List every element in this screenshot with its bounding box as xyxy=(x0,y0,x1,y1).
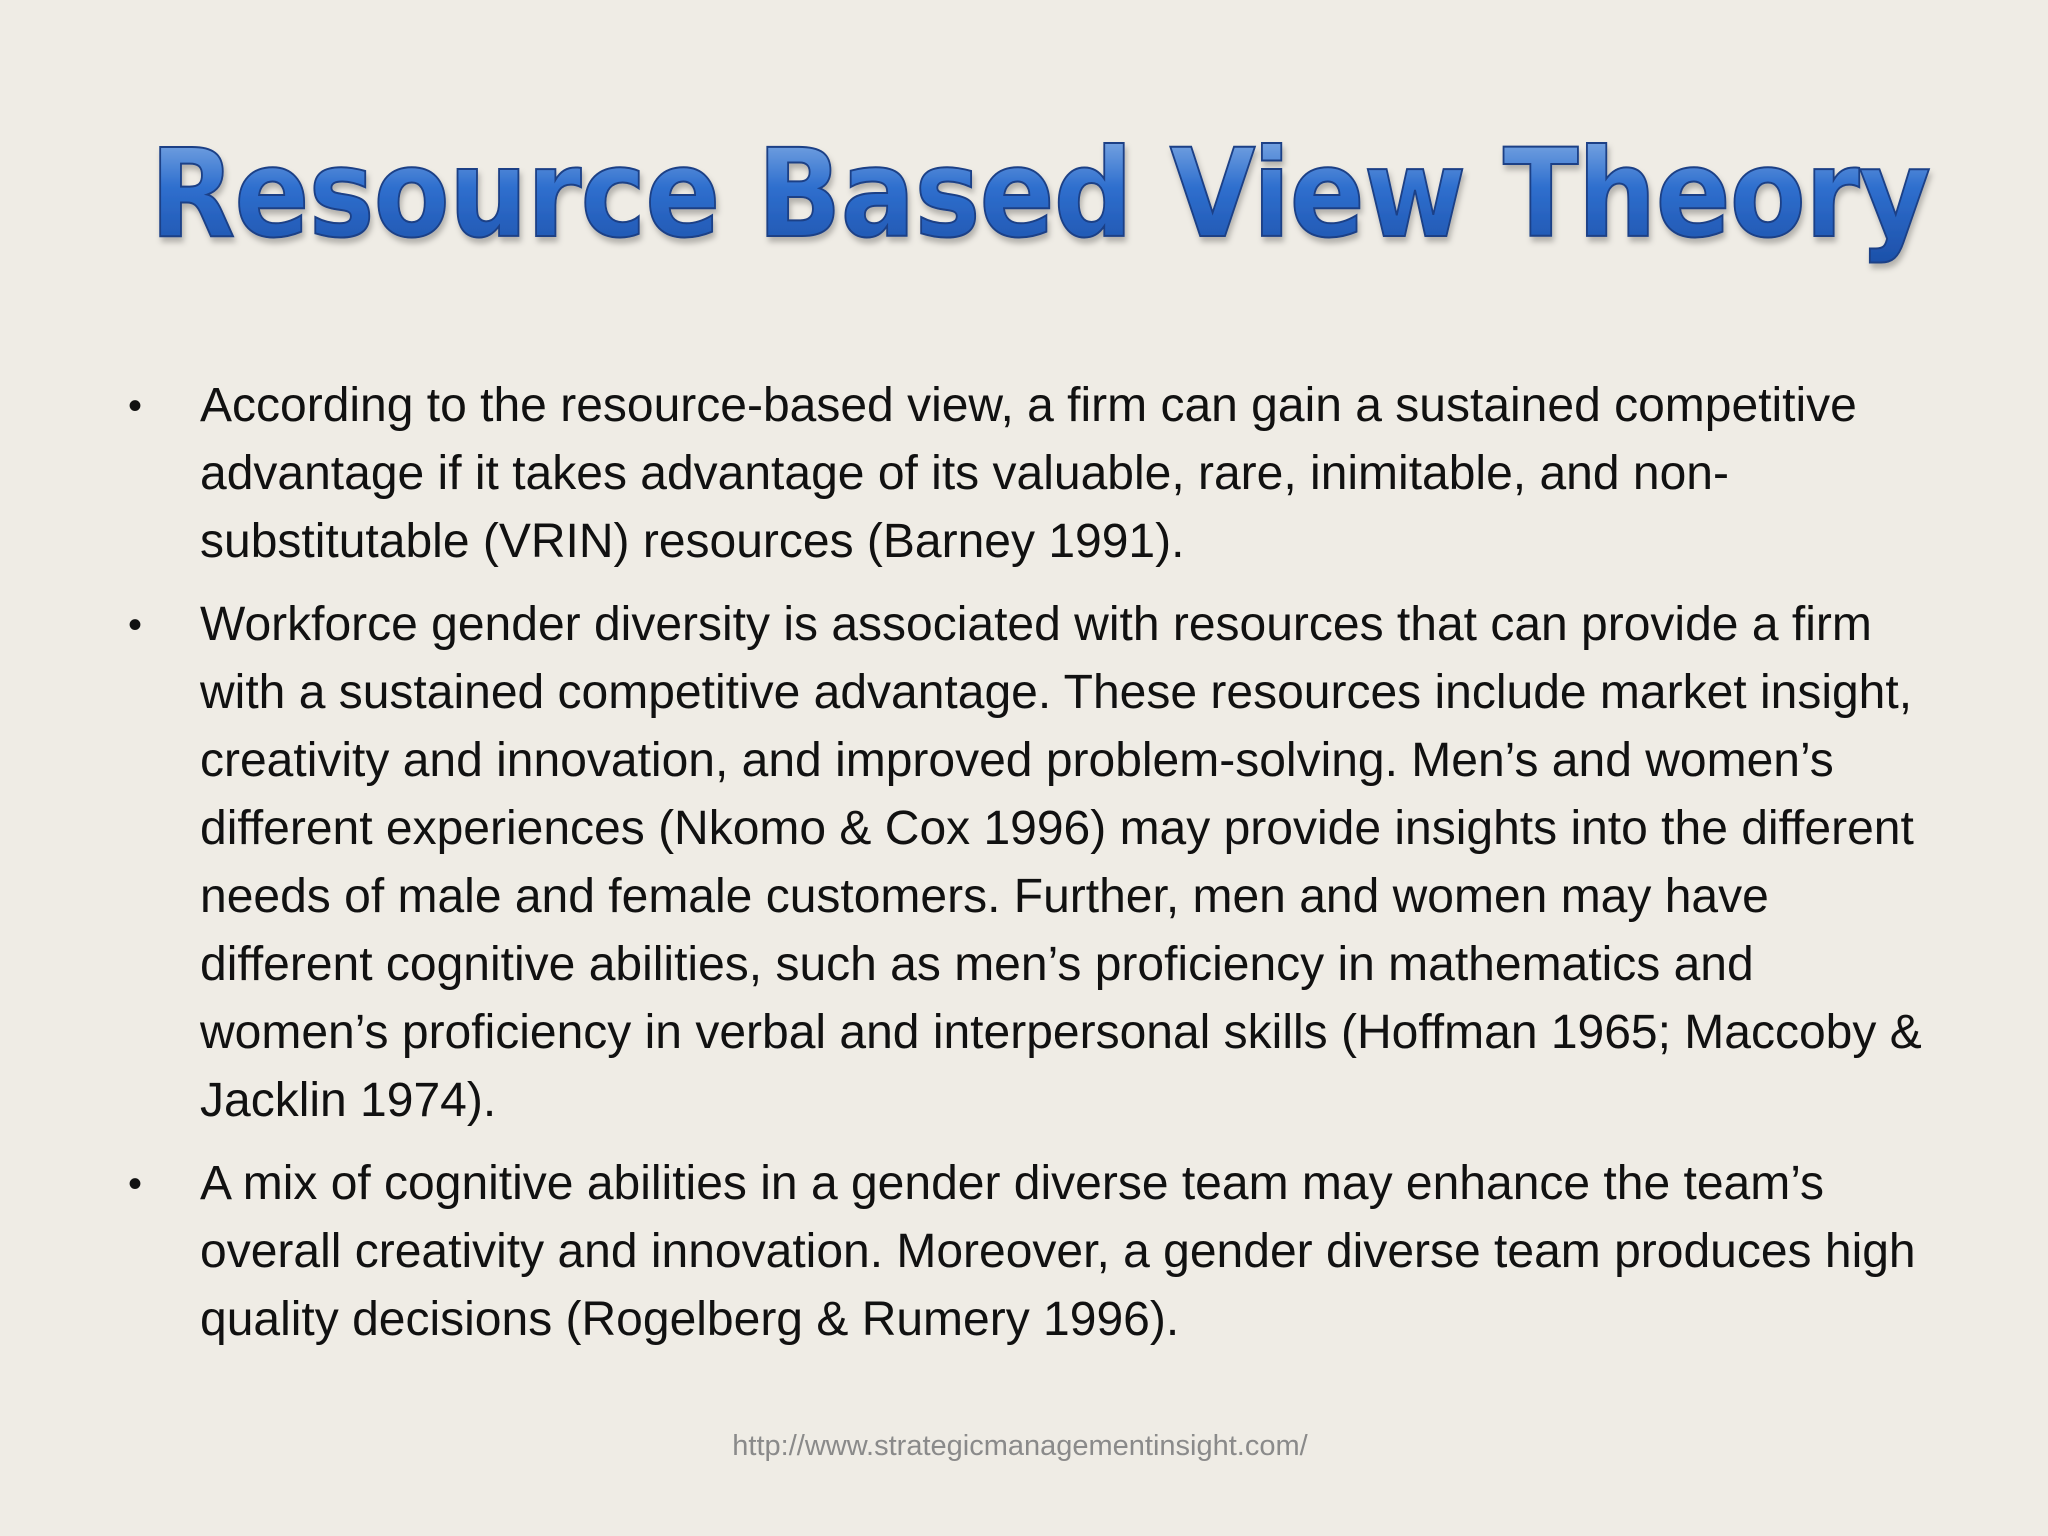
bullet-item xyxy=(120,372,1940,576)
title-wordart xyxy=(150,118,1950,288)
bullet-item xyxy=(120,1150,1940,1354)
bullet-text: A mix of cognitive abilities in a gender diverse team may enhance the team’s overall creativity and innovation. Moreover, a gender diverse team produces high quality decisions (Rogelberg & Rumery 1996). xyxy=(200,1157,1916,1346)
title-text: Resource Based View Theory xyxy=(150,123,1930,265)
footer-url: http://www.strategicmanagementinsight.com/ xyxy=(732,1430,1308,1462)
slide-title xyxy=(150,118,1950,288)
bullet-item xyxy=(120,591,1940,1135)
bullet-dot-icon: • xyxy=(127,384,142,428)
bullet-text: According to the resource-based view, a firm can gain a sustained competitive advantage if it takes advantage of its valuable, rare, inimitable, and non-substitutable (VRIN) resources (Barney 1991). xyxy=(200,379,1857,568)
bullet-dot-icon: • xyxy=(127,603,142,647)
bullet-list xyxy=(120,372,1940,1369)
bullet-text: Workforce gender diversity is associated with resources that can provide a firm with a sustained competitive advantage. These resources include market insight, creativity and innovation, and improved problem-solving. Men’s and women’s different experiences (Nkomo & Cox 1996) may provide insights into the different needs of male and female customers. Further, men and women may have different cognitive abilities, such as men’s proficiency in mathematics and women’s proficiency in verbal and interpersonal skills (Hoffman 1965; Maccoby & Jacklin 1974). xyxy=(200,598,1922,1127)
bullet-dot-icon: • xyxy=(127,1162,142,1206)
